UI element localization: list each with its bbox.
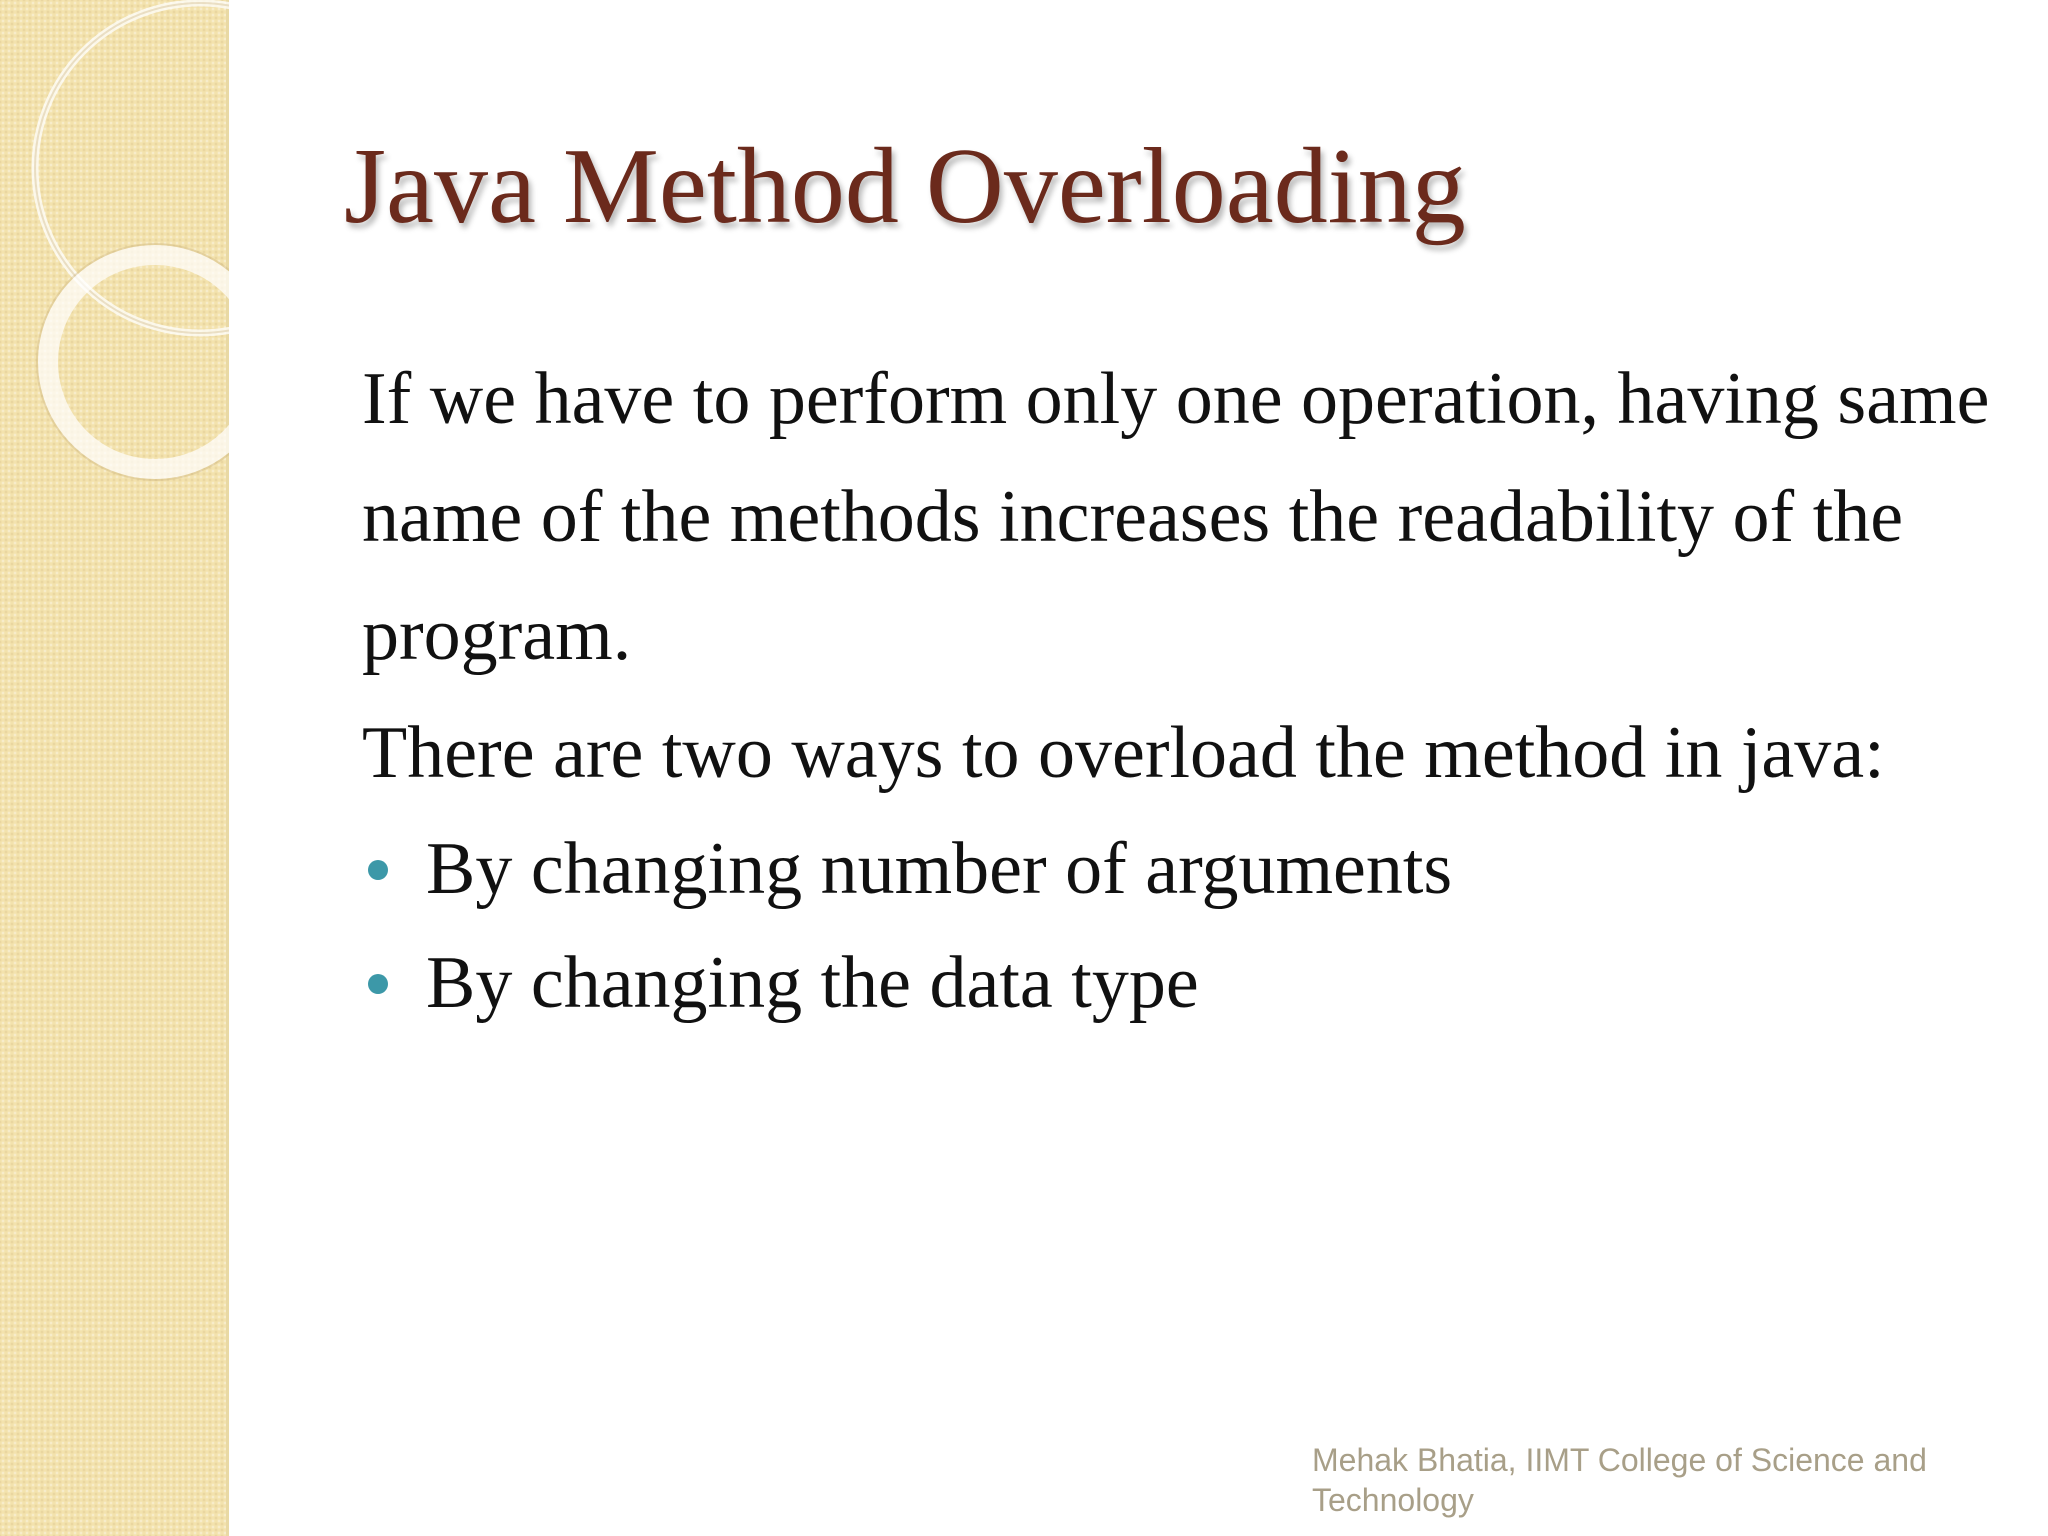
body-paragraph: If we have to perform only one operation, having same name of the methods increases the readability of the program.	[362, 358, 1990, 676]
decorative-rings	[0, 0, 229, 520]
bullet-dot-icon	[368, 860, 388, 880]
footer-credit: Mehak Bhatia, IIMT College of Science and Technology	[1312, 1442, 1927, 1518]
bullet-text: By changing the data type	[426, 942, 1199, 1024]
bullet-item	[362, 926, 2002, 1040]
slide-body	[362, 340, 2002, 1040]
body-paragraph: There are two ways to overload the method in java:	[362, 712, 1885, 794]
bullet-list	[362, 812, 2002, 1040]
slide-title: Java Method Overloading	[344, 127, 1466, 246]
bullet-item	[362, 812, 2002, 926]
bullet-dot-icon	[368, 974, 388, 994]
bullet-text: By changing number of arguments	[426, 828, 1453, 910]
